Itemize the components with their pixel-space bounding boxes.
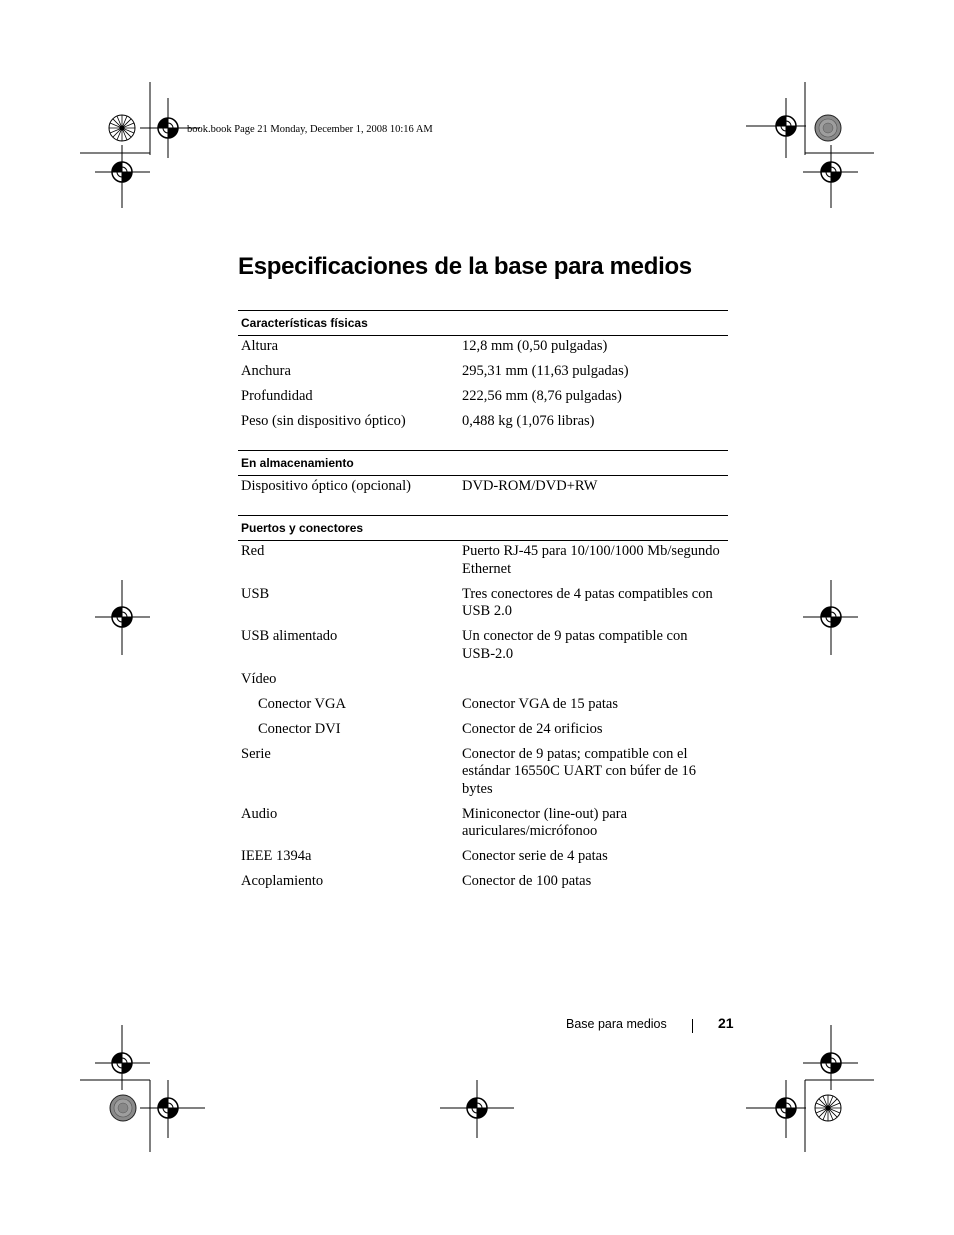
page-title: Especificaciones de la base para medios — [238, 253, 692, 280]
footer-divider — [692, 1019, 693, 1033]
row-label: USB alimentado — [241, 628, 338, 644]
row-value: 295,31 mm (11,63 pulgadas) — [462, 363, 629, 379]
row-value: Conector de 100 patas — [462, 873, 592, 889]
row-label: Conector VGA — [258, 695, 346, 712]
row-value — [462, 671, 724, 689]
section-physical — [238, 310, 728, 450]
row-label: USB — [241, 585, 270, 602]
footer-section-name: Base para medios — [566, 1017, 667, 1031]
row-value: Conector VGA de 15 patas — [462, 695, 618, 712]
table-row — [238, 586, 728, 621]
table-row — [238, 721, 728, 739]
row-value: 222,56 mm (8,76 pulgadas) — [462, 388, 622, 404]
row-label: Serie — [241, 745, 271, 762]
table-row — [238, 746, 728, 799]
table-row — [238, 338, 728, 356]
specifications-table — [238, 310, 728, 910]
row-label: Peso (sin dispositivo óptico) — [241, 413, 406, 429]
table-row — [238, 671, 728, 689]
page-number: 21 — [718, 1015, 734, 1031]
table-row — [238, 848, 728, 866]
row-value: Conector serie de 4 patas — [462, 848, 608, 864]
section-heading: En almacenamiento — [238, 450, 728, 476]
row-value: Miniconector (line-out) para auriculares/micrófonoo — [462, 805, 628, 839]
print-header-info: book.book Page 21 Monday, December 1, 2008 10:16 AM — [187, 124, 433, 135]
section-heading: Puertos y conectores — [238, 515, 728, 541]
row-label: Altura — [241, 338, 279, 354]
row-value: DVD-ROM/DVD+RW — [462, 478, 598, 494]
row-value: Puerto RJ-45 para 10/100/1000 Mb/segundo Ethernet — [462, 543, 720, 577]
row-value: Un conector de 9 patas compatible con USB-2.0 — [462, 628, 688, 662]
table-row — [238, 478, 728, 496]
section-storage — [238, 450, 728, 515]
table-row — [238, 543, 728, 578]
section-ports — [238, 515, 728, 910]
row-label: Conector DVI — [258, 720, 341, 737]
row-value: 0,488 kg (1,076 libras) — [462, 413, 595, 429]
row-label: Profundidad — [241, 388, 313, 404]
section-heading: Características físicas — [238, 310, 728, 336]
table-row — [238, 388, 728, 406]
row-label: IEEE 1394a — [241, 848, 312, 864]
table-row — [238, 696, 728, 714]
row-label: Red — [241, 543, 265, 559]
row-value: 12,8 mm (0,50 pulgadas) — [462, 338, 608, 354]
table-row — [238, 873, 728, 891]
table-row — [238, 363, 728, 381]
row-value: Conector de 24 orificios — [462, 720, 603, 737]
row-value: Conector de 9 patas; compatible con el estándar 16550C UART con búfer de 16 bytes — [462, 745, 697, 797]
table-row — [238, 628, 728, 663]
table-row — [238, 413, 728, 431]
table-row — [238, 806, 728, 841]
row-label: Vídeo — [241, 670, 277, 687]
row-value: Tres conectores de 4 patas compatibles con USB 2.0 — [462, 585, 713, 619]
row-label: Dispositivo óptico (opcional) — [241, 478, 411, 494]
row-label: Audio — [241, 805, 278, 822]
row-label: Acoplamiento — [241, 873, 324, 889]
row-label: Anchura — [241, 363, 291, 379]
